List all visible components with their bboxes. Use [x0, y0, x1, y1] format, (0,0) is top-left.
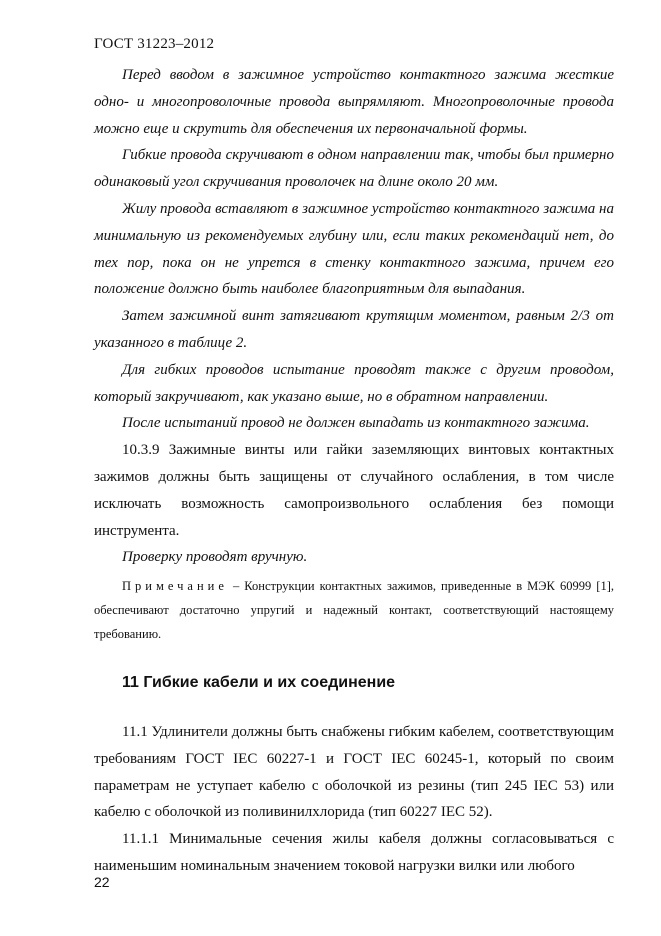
document-header: ГОСТ 31223–2012 [94, 36, 215, 52]
paragraph-after-test: После испытаний провод не должен выпадать из контактного зажима. [122, 415, 590, 432]
section-title: 11 Гибкие кабели и их соединение [122, 674, 396, 692]
paragraph-insertion: Жилу провода вставляют в зажимное устройство контактного зажима на минимальную из рекомендуемых глубину или, если таких рекомендаций нет, до тех пор, пока он не упрется в стенку контактного зажима, причем его положение должно быть наиболее благоприятным для выпадания. [94, 200, 614, 298]
paragraph-straightening: Перед вводом в зажимное устройство контактного зажима жесткие одно- и многопроволочные провода выпрямляют. Многопроволочные провода можно еще и скрутить для обеспечения их первоначальной формы. [94, 67, 614, 137]
page-number: 22 [94, 874, 110, 890]
note-text: – Конструкции контактных зажимов, приведенные в МЭК 60999 [1], обеспечивают достаточно упругий и надежный контакт, соответствующий настоящему требованию. [94, 579, 614, 642]
paragraph-manual-check: Проверку проводят вручную. [122, 549, 308, 566]
page-content [94, 62, 614, 880]
paragraph-flexible-wires: Для гибких проводов испытание проводят также с другим проводом, который закручивают, как указано выше, но в обратном направлении. [94, 361, 614, 405]
paragraph-twisting: Гибкие провода скручивают в одном направлении так, чтобы был примерно одинаковый угол скручивания проволочек на длине около 20 мм. [94, 147, 614, 191]
note-label: Примечание [122, 579, 228, 594]
note [94, 574, 614, 646]
paragraph-11-1: 11.1 Удлинители должны быть снабжены гибким кабелем, соответствующим требованиям ГОСТ IEC 60227-1 и ГОСТ IEC 60245-1, который по своим параметрам не уступает кабелю с оболочкой из резины (тип 245 IEC 53) или кабелю с оболочкой из поливинилхлорида (тип 60227 IEC 52). [94, 723, 614, 821]
paragraph-11-1-1: 11.1.1 Минимальные сечения жилы кабеля должны согласовываться с наименьшим номинальным значением токовой нагрузки вилки или любого [94, 831, 614, 874]
paragraph-tightening: Затем зажимной винт затягивают крутящим моментом, равным 2/3 от указанного в таблице 2. [94, 308, 614, 351]
paragraph-10-3-9: 10.3.9 Зажимные винты или гайки заземляющих винтовых контактных зажимов должны быть защищены от случайного ослабления, в том числе исключать возможность самопроизвольного ослабления без помощи инструмента. [94, 442, 614, 539]
